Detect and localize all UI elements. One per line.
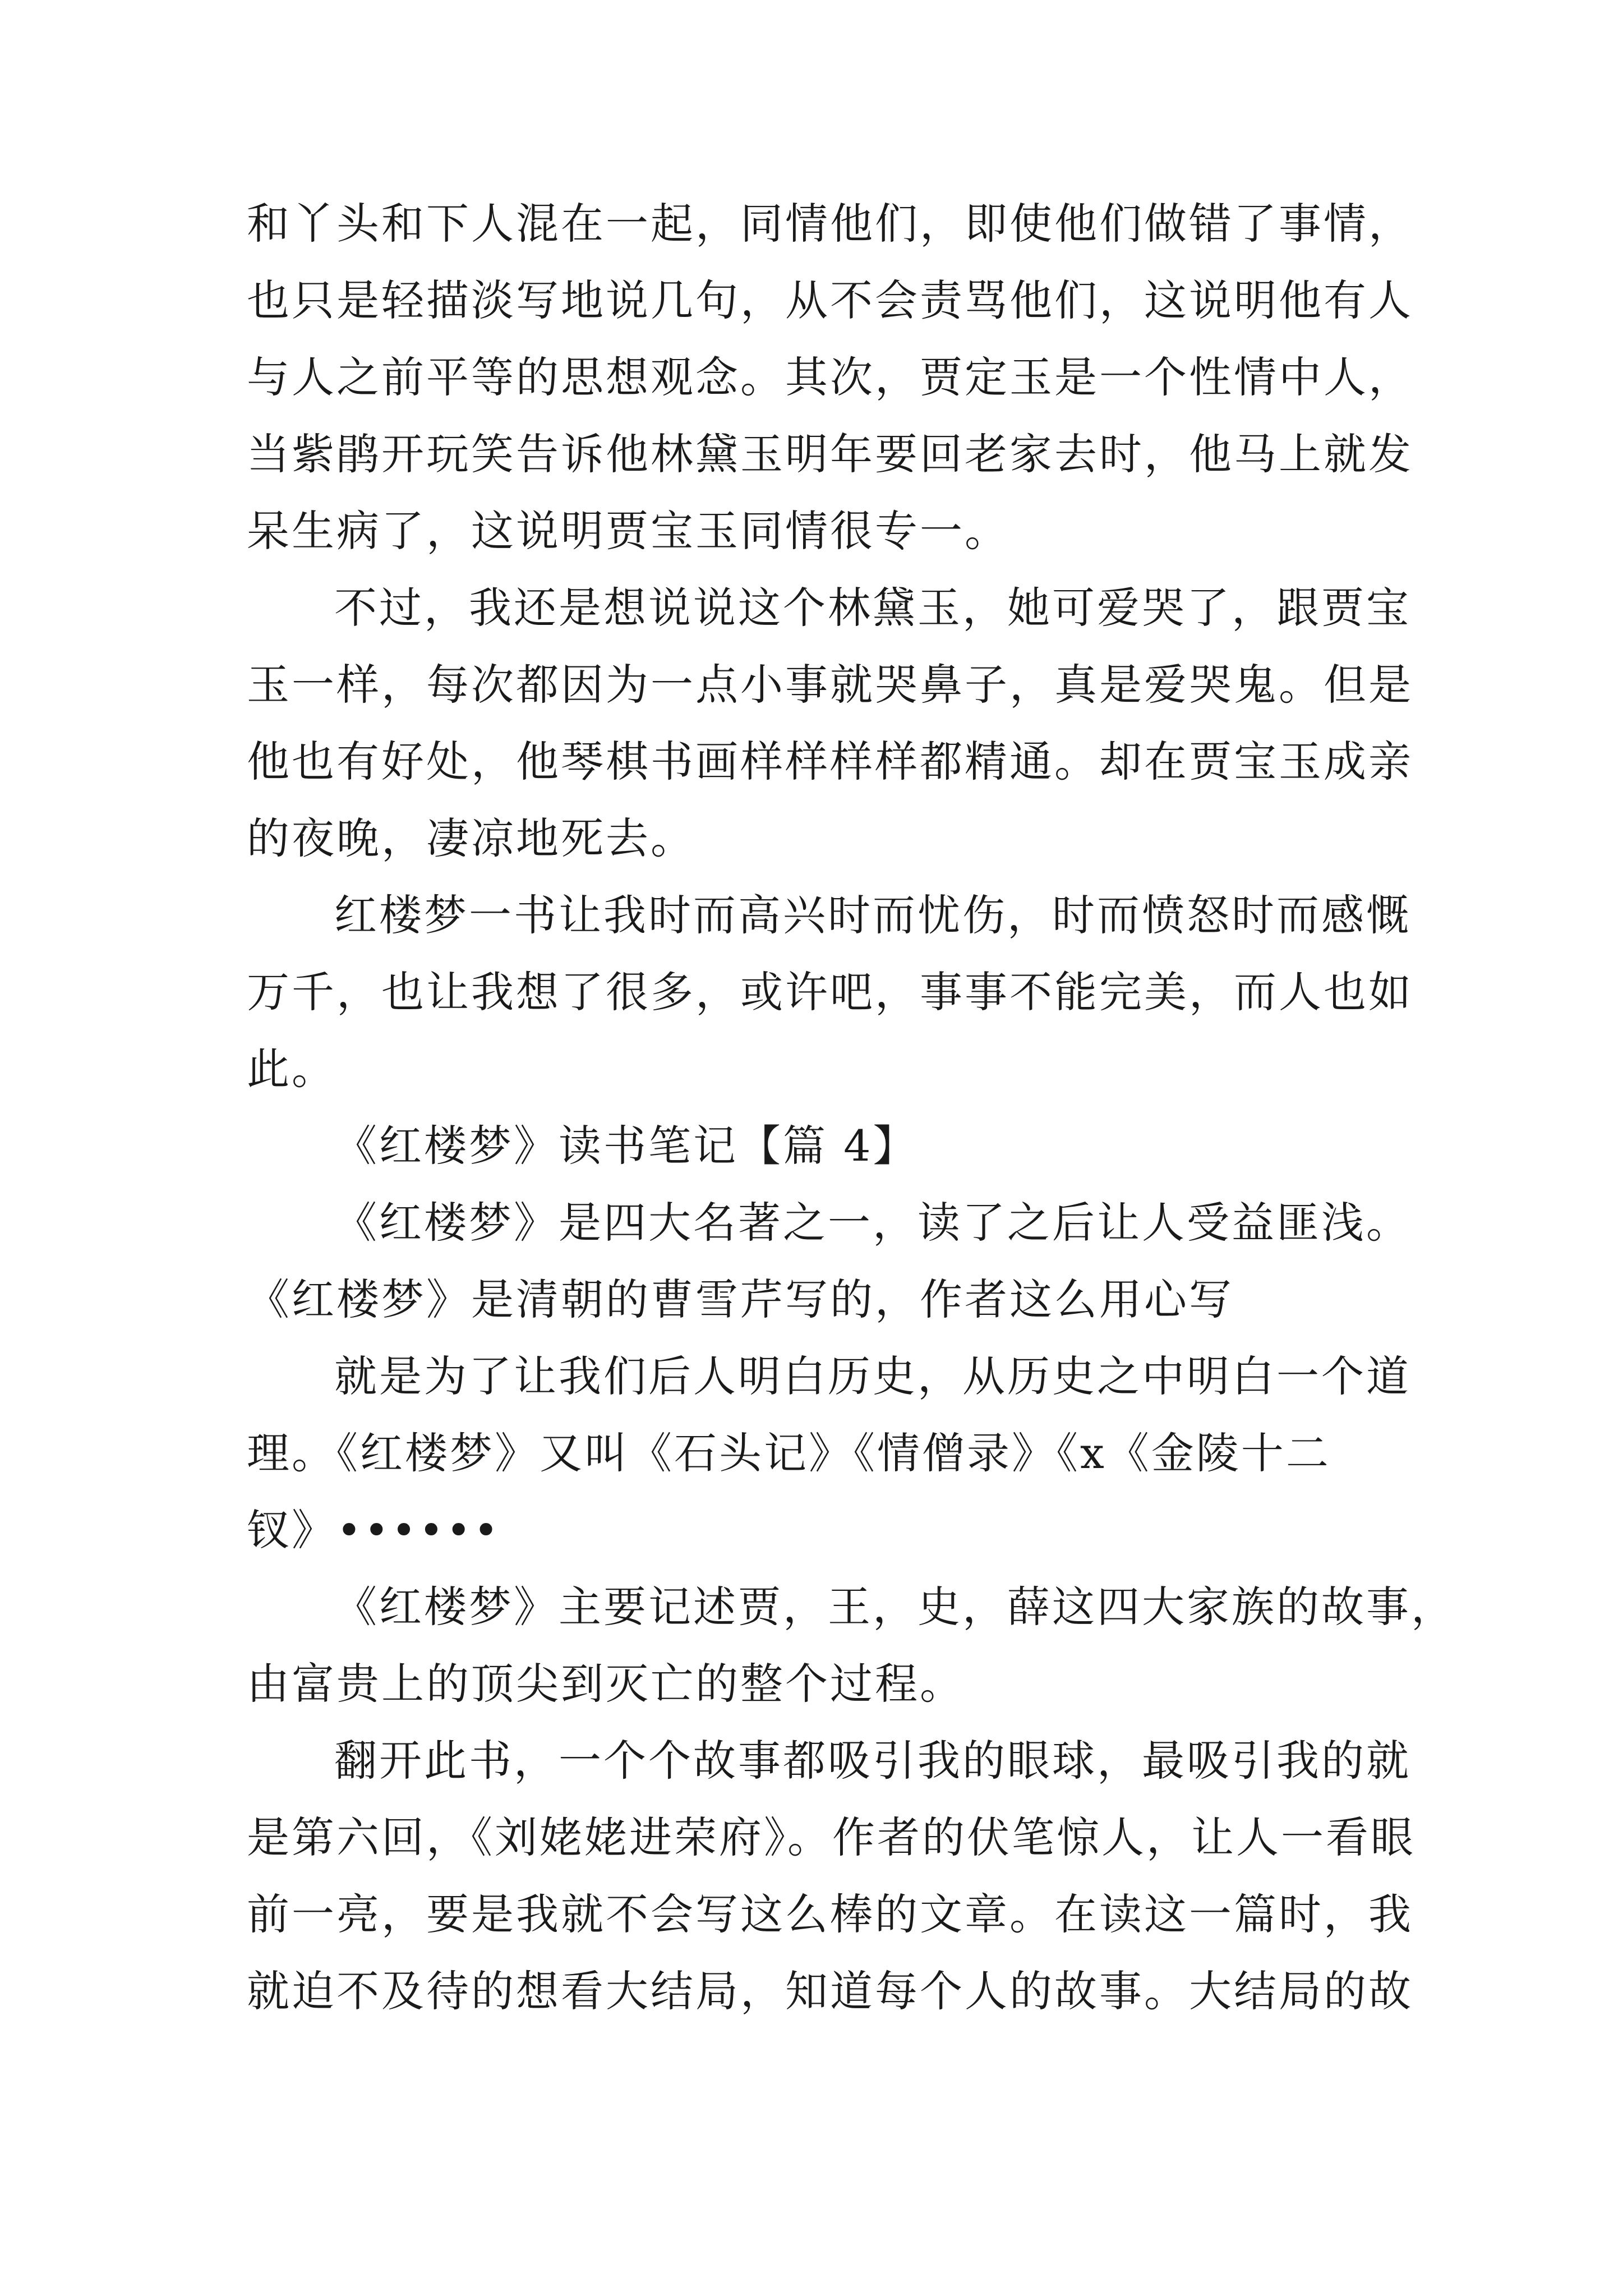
text-line: 《红楼梦》是清朝的曹雪芹写的，作者这么用心写 [247, 1274, 1234, 1324]
body-text [247, 185, 1456, 2030]
text-line: 不过，我还是想说说这个林黛玉，她可爱哭了，跟贾宝 [334, 583, 1411, 633]
text-line: 与人之前平等的思想观念。其次，贾定玉是一个性情中人， [247, 352, 1413, 402]
text-line: 当紫鹃开玩笑告诉他林黛玉明年要回老家去时，他马上就发 [247, 429, 1413, 479]
text-line: 前一亮，要是我就不会写这么棒的文章。在读这一篇时，我 [247, 1889, 1413, 1939]
text-line: 和丫头和下人混在一起，同情他们，即使他们做错了事情， [247, 199, 1413, 249]
text-line: 翻开此书，一个个故事都吸引我的眼球，最吸引我的就 [334, 1736, 1411, 1786]
text-line: 万千，也让我想了很多，或许吧，事事不能完美，而人也如 [247, 967, 1413, 1017]
text-line: 也只是轻描淡写地说几句，从不会责骂他们，这说明他有人 [247, 275, 1413, 325]
text-line: 《红楼梦》主要记述贾，王，史，薛这四大家族的故事， [334, 1582, 1456, 1632]
text-line: 就是为了让我们后人明白历史，从历史之中明白一个道 [334, 1351, 1411, 1401]
text-line: 呆生病了，这说明贾宝玉同情很专一。 [247, 506, 1009, 556]
text-line: 钗》•••••• [247, 1505, 501, 1555]
text-line: 此。 [247, 1044, 336, 1094]
text-line: 理。《红楼梦》又叫《石头记》《情僧录》《x《金陵十二 [247, 1428, 1331, 1478]
text-line: 就迫不及待的想看大结局，知道每个人的故事。大结局的故 [247, 1966, 1413, 2016]
text-line: 《红楼梦》是四大名著之一，读了之后让人受益匪浅。 [334, 1198, 1411, 1248]
text-line: 的夜晚，凄凉地死去。 [247, 813, 695, 863]
text-line: 玉一样，每次都因为一点小事就哭鼻子，真是爱哭鬼。但是 [247, 660, 1413, 710]
text-line: 红楼梦一书让我时而高兴时而忧伤，时而愤怒时而感慨 [334, 890, 1411, 940]
section-heading: 《红楼梦》读书笔记【篇 4】 [334, 1121, 918, 1171]
text-line: 他也有好处，他琴棋书画样样样样都精通。却在贾宝玉成亲 [247, 737, 1413, 786]
text-line: 是第六回，《刘姥姥进荣府》。作者的伏笔惊人，让人一看眼 [247, 1812, 1415, 1862]
text-line: 由富贵上的顶尖到灭亡的整个过程。 [247, 1659, 965, 1709]
